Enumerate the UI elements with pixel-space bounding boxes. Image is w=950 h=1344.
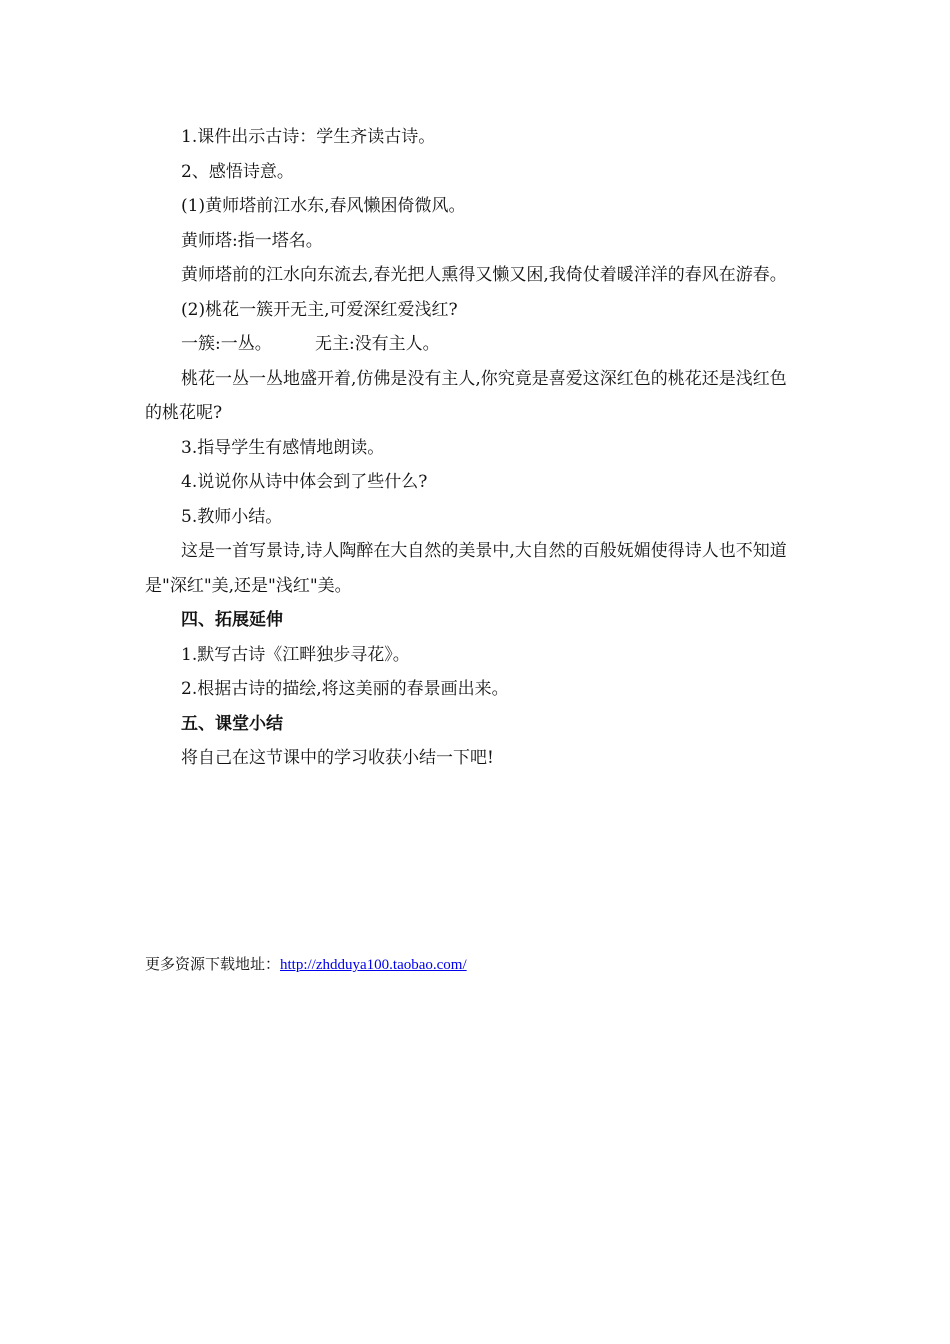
footer-resource-line (145, 954, 467, 975)
paragraph-step-4: 4.说说你从诗中体会到了些什么? (181, 472, 428, 492)
paragraph-explanation-2: 桃花一丛一丛地盛开着,仿佛是没有主人,你究竟是喜爱这深红色的桃花还是浅红色的桃花呢? (145, 368, 787, 423)
extension-item-2: 2.根据古诗的描绘,将这美丽的春景画出来。 (181, 679, 509, 699)
footer-link[interactable]: http://zhdduya100.taobao.com/ (280, 957, 467, 973)
paragraph-step-5: 5.教师小结。 (181, 506, 283, 527)
paragraph-summary: 这是一首写景诗,诗人陶醉在大自然的美景中,大自然的百般妩媚使得诗人也不知道是"深红"美,还是"浅红"美。 (145, 541, 787, 596)
section-heading-extension: 四、拓展延伸 (181, 610, 283, 630)
paragraph-poem-line-1: (1)黄师塔前江水东,春风懒困倚微风。 (181, 196, 466, 216)
paragraph-step-1: 1.课件出示古诗：学生齐读古诗。 (181, 127, 436, 147)
paragraph-poem-line-2: (2)桃花一簇开无主,可爱深红爱浅红? (181, 299, 458, 320)
extension-item-1: 1.默写古诗《江畔独步寻花》。 (181, 644, 410, 665)
paragraph-note-2: 一簇:一丛。 无主:没有主人。 (181, 334, 440, 354)
class-summary-item-1: 将自己在这节课中的学习收获小结一下吧! (181, 748, 494, 768)
document-body (145, 120, 797, 776)
paragraph-step-2: 2、感悟诗意。 (181, 161, 294, 182)
section-heading-class-summary: 五、课堂小结 (181, 713, 283, 734)
paragraph-note-1: 黄师塔:指一塔名。 (181, 230, 323, 251)
paragraph-explanation-1: 黄师塔前的江水向东流去,春光把人熏得又懒又困,我倚仗着暖洋洋的春风在游春。 (181, 265, 787, 285)
paragraph-step-3: 3.指导学生有感情地朗读。 (181, 437, 385, 458)
footer-label: 更多资源下载地址： (145, 955, 281, 973)
